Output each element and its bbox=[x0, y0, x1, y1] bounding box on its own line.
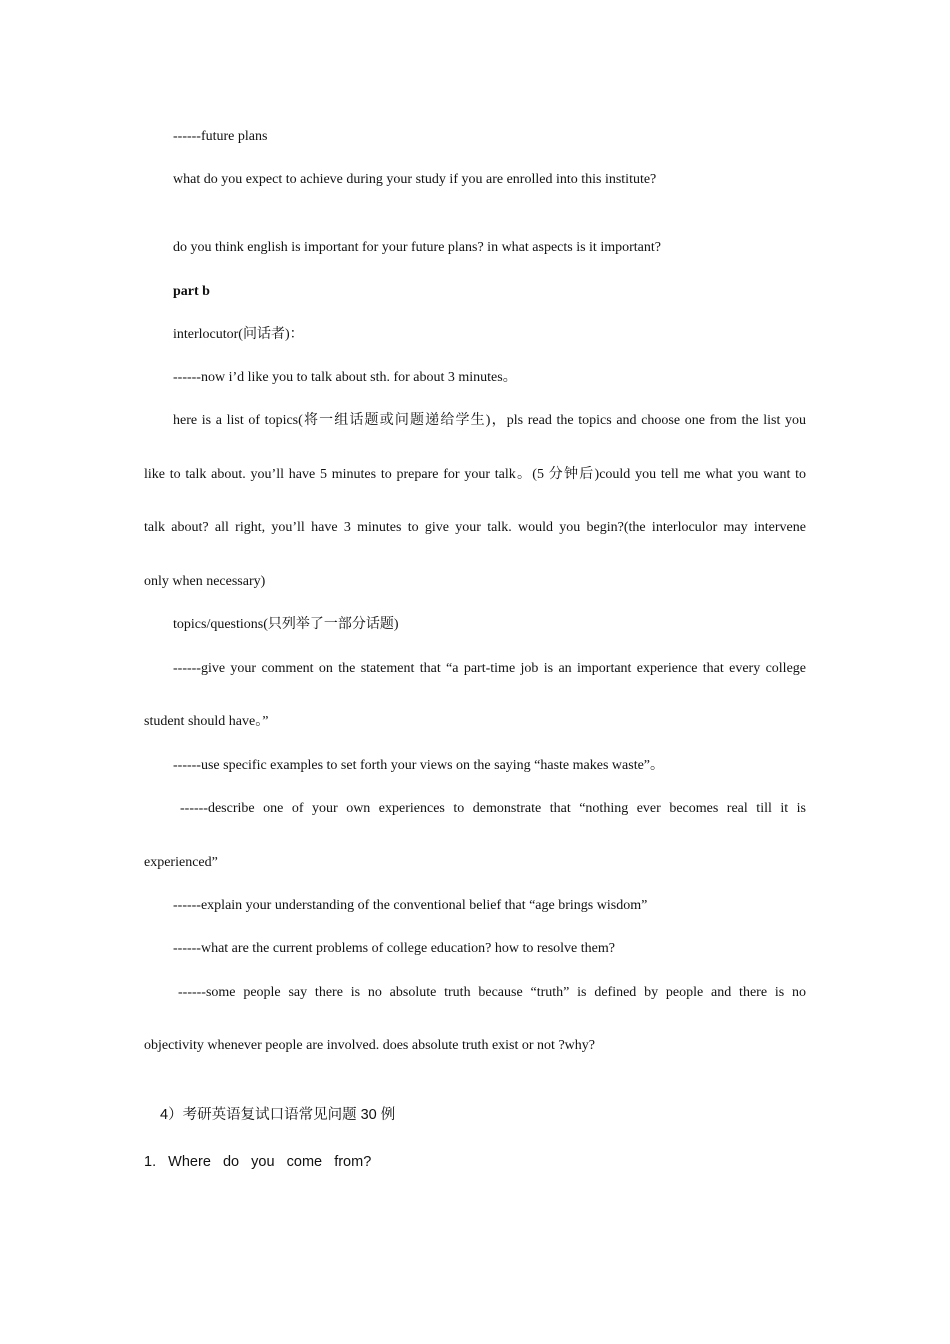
topic-part-time-line-1: ------give your comment on the statement that “a part-time job is an important experience that every college bbox=[173, 661, 806, 676]
topic-truth-line-2: objectivity whenever people are involved. does absolute truth exist or not ?why? bbox=[144, 1038, 595, 1053]
topic-truth-line-1: ------some people say there is no absolute truth because “truth” is defined by people and there is no bbox=[178, 985, 806, 1000]
topics-label: topics/questions(只列举了一部分话题) bbox=[173, 617, 399, 632]
interlocutor-label: interlocutor(问话者)： bbox=[173, 327, 304, 342]
instructions-line-4: only when necessary) bbox=[144, 574, 266, 589]
instructions-line-2: like to talk about. you’ll have 5 minutes to prepare for your talk。(5 分钟后)could you tell me what you want to bbox=[144, 467, 806, 482]
future-plans-heading: ------future plans bbox=[173, 129, 268, 144]
topic-haste: ------use specific examples to set forth your views on the saying “haste makes waste”。 bbox=[173, 758, 665, 773]
question-english-importance: do you think english is important for your future plans? in what aspects is it important? bbox=[173, 240, 661, 255]
talk-intro: ------now i’d like you to talk about sth. for about 3 minutes。 bbox=[173, 370, 517, 385]
topic-part-time-line-2: student should have。” bbox=[144, 714, 269, 729]
instructions-line-1: here is a list of topics(将一组话题或问题递给学生)，pls read the topics and choose one from the list you bbox=[173, 413, 806, 428]
section-4-heading: 4）考研英语复试口语常见问题 30 例 bbox=[160, 1107, 396, 1123]
question-1: 1. Where do you come from? bbox=[144, 1154, 372, 1170]
instructions-line-3: talk about? all right, you’ll have 3 minutes to give your talk. would you begin?(the interloculor may intervene bbox=[144, 520, 806, 535]
topic-college-problems: ------what are the current problems of college education? how to resolve them? bbox=[173, 941, 615, 956]
topic-experience-line-1: ------describe one of your own experiences to demonstrate that “nothing ever becomes real till it is bbox=[180, 801, 806, 816]
topic-experience-line-2: experienced” bbox=[144, 855, 218, 870]
question-achieve: what do you expect to achieve during your study if you are enrolled into this institute? bbox=[173, 172, 657, 187]
part-b-heading: part b bbox=[173, 284, 210, 299]
topic-wisdom: ------explain your understanding of the conventional belief that “age brings wisdom” bbox=[173, 898, 648, 913]
